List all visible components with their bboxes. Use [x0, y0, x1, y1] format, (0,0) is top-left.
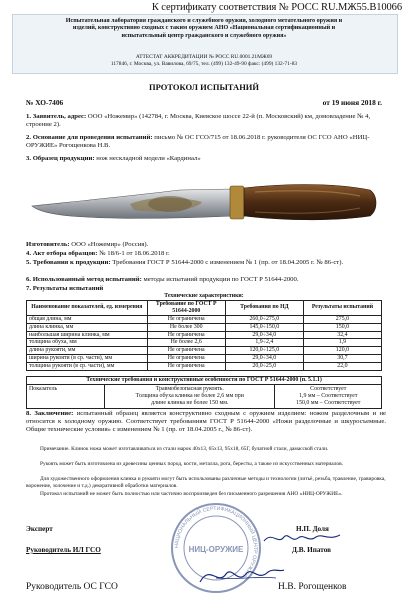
cell-result: 275,0: [303, 315, 381, 323]
expert-label: Эксперт: [26, 525, 53, 533]
table-row: [27, 331, 382, 339]
item-manufacturer-label: Изготовитель:: [26, 241, 70, 248]
cell-result: 120,0: [303, 347, 381, 355]
cell-nd: 29,0÷34,0: [225, 331, 303, 339]
requirement-line-2: Толщина обуха клинка не более 2,6 мм при: [135, 392, 244, 399]
cell-gost: Не ограничена: [147, 355, 225, 363]
cell-parameter: наибольшая ширина клинка, мм: [27, 331, 148, 339]
cell-parameter-header: Показатель: [27, 384, 105, 408]
accreditation: [18, 54, 390, 67]
item-applicant-label: 1. Заявитель, адрес:: [26, 113, 87, 120]
cell-nd: 1,9÷2,4: [225, 339, 303, 347]
lab-address: 117846, г. Москва, ул. Вавилова, 69/75, тел. (499) 132-49-90 факс: (499) 132-71-83: [110, 60, 298, 67]
protocol-title: ПРОТОКОЛ ИСПЫТАНИЙ: [148, 82, 260, 92]
item-sample: [26, 155, 386, 163]
requirements-title-row: [27, 377, 382, 385]
col-header-parameter: Наименование показателей, ед. измерения: [27, 300, 148, 315]
specs-table: [26, 293, 382, 371]
cell-gost: Не ограничена: [147, 331, 225, 339]
item-sample-text: нож нескладной модели «Кардинал»: [96, 155, 201, 162]
head-os-name: Н.В. Рогощенков: [278, 582, 347, 592]
lab-name-line-2: изделий, конструктивно сходных с таким оружием АНО «Национальная сертификационный и: [72, 25, 336, 32]
item-results-label: 7. Результаты испытаний: [26, 285, 104, 292]
signature-head-os: [196, 560, 286, 590]
requirements-table-title: Технические требования и конструктивные особенности по ГОСТ Р 51644-2000 (п. 5.1.1): [27, 377, 382, 385]
lab-name: [18, 18, 390, 40]
cell-parameter: толщина обуха, мм: [27, 339, 148, 347]
tech-characteristics-title: Технические характеристики:: [164, 293, 244, 299]
item-method: [26, 276, 386, 284]
cell-result: 1,9: [303, 339, 381, 347]
cell-result: 30,7: [303, 355, 381, 363]
item-requirements-label: 5. Требования к продукции:: [26, 259, 111, 266]
expert-name: Н.П. Доля: [296, 525, 329, 533]
lab-name-line-1: Испытательная лаборатория гражданского и служебного оружия, холодного метательного оружия и: [65, 18, 343, 24]
cell-parameter: длина рукояти, мм: [27, 347, 148, 355]
note-1: Примечание. Клинок ножа может изготавливаться из стали марок 40х13, 65х13, 95х18, 65Г, булатной стали, дамасской стали.: [40, 446, 329, 452]
requirement-line-3: длине клинка не более 150 мм.: [151, 399, 229, 406]
item-applicant: [26, 113, 386, 129]
specs-table-title-row: [27, 293, 382, 300]
table-row: [27, 347, 382, 355]
table-row: [27, 315, 382, 323]
conclusion-text: испытанный образец является конструктивно сходным с оружием изделием: ножом разделочным и не относится к холодному оружию. Соответствует требованиям ГОСТ Р 51644-2000 «Ножи разделочные и шкуросъемные. Общие технические условия» с изменением № 1 (пр. от 18.04.2005 г., № 86-ст).: [26, 410, 386, 434]
stamp-ring-text-path: НАЦИОНАЛЬНЫЙ СЕРТИФИКАЦИОННЫЙ ЦЕНТР ОРУЖИЯ: [173, 505, 259, 578]
item-sampling-act: [26, 250, 386, 258]
result-line-3: 150,0 мм – Соответствует: [296, 399, 361, 406]
head-lab-label: Руководитель ИЛ ГСО: [26, 546, 101, 554]
item-sampling-act-label: 4. Акт отбора образцов:: [26, 250, 98, 257]
result-line-2: 1,9 мм – Соответствует: [299, 392, 358, 399]
item-basis: [26, 134, 386, 150]
cell-result: 22,0: [303, 363, 381, 371]
table-row: [27, 363, 382, 371]
item-applicant-text: ООО «Ножемир» (142784, г. Москва, Киевское шоссе 22-й (п. Московский) км, домовладение № 4, строение 2).: [26, 113, 371, 129]
cell-requirements: [105, 384, 275, 408]
item-method-label: 6. Использованный метод испытаний:: [26, 276, 142, 283]
conclusion: [26, 410, 386, 434]
table-row: [27, 323, 382, 331]
item-manufacturer-text: ООО «Ножемир» (Россия).: [71, 241, 149, 248]
accreditation-number: АТТЕСТАТ АККРЕДИТАЦИИ № РОСС RU.0001.21МЖ69: [135, 54, 273, 60]
item-sample-label: 3. Образец продукции:: [26, 155, 95, 162]
note-2: Рукоять может быть изготовлена из древесины ценных пород, кости, металла, рога, бересты, а также из искусственных материалов.: [40, 461, 344, 467]
item-sampling-act-text: № 18/6-1 от 18.06.2018 г.: [99, 250, 170, 257]
col-header-gost: Требование по ГОСТ Р 51644-2000: [147, 300, 225, 315]
col-header-nd: Требования по НД: [225, 300, 303, 315]
item-basis-label: 2. Основание для проведения испытаний:: [26, 134, 153, 141]
cell-nd: 29,0÷34,0: [225, 355, 303, 363]
cell-gost: Не более 2,6: [147, 339, 225, 347]
cell-nd: 120,0÷125,0: [225, 347, 303, 355]
table-row: [27, 355, 382, 363]
protocol-date: от 19 июня 2018 г.: [322, 98, 382, 107]
certificate-reference: К сертификату соответствия № РОСС RU.МЖ55.В10066: [151, 2, 402, 13]
cell-results: [275, 384, 382, 408]
note-4: Протокол испытаний не может быть полностью или частично воспроизведен без письменного разрешения АНО «НИЦ-ОРУЖИЕ».: [40, 491, 343, 497]
knife-image: [30, 176, 380, 234]
item-manufacturer: [26, 241, 386, 249]
item-requirements: [26, 259, 386, 267]
requirement-line-1: Травмобезопасная рукоять.: [155, 385, 224, 392]
cell-parameter: общая длина, мм: [27, 315, 148, 323]
item-basis-text: письмо № ОС ГСО/715 от 18.06.2018 г. руководителя ОС ГСО АНО «НИЦ-ОРУЖИЕ» Рогощенкова Н.В.: [26, 134, 370, 150]
cell-nd: 20,0÷25,0: [225, 363, 303, 371]
cell-nd: 145,0÷150,0: [225, 323, 303, 331]
item-results: [26, 285, 386, 293]
table-row: [27, 339, 382, 347]
requirements-table: [26, 376, 382, 409]
lab-name-line-3: испытательный центр гражданского и служебного оружия»: [121, 32, 287, 39]
specs-table-header: [27, 300, 382, 315]
item-requirements-text: Требования ГОСТ Р 51644-2000 с изменением № 1 (пр. от 18.04.2005 г. № 86-ст).: [112, 259, 344, 266]
col-header-results: Результаты испытаний: [303, 300, 381, 315]
note-3: Для художественного оформления клинка и рукояти могут быть использованы различные методы и технологии (литьё, резьба, травление, гравировка, воронение, золочение и т.д.) декоративной обработки материалов.: [26, 476, 386, 489]
table-row: [27, 384, 382, 408]
cell-parameter: длина клинка, мм: [27, 323, 148, 331]
cell-gost: Не ограничена: [147, 363, 225, 371]
cell-nd: 260,0÷275,0: [225, 315, 303, 323]
signature-head-lab: [262, 529, 342, 547]
conclusion-label: 8. Заключение:: [26, 410, 74, 417]
cell-gost: Не ограничена: [147, 315, 225, 323]
cell-parameter: ширина рукояти (в ср. части), мм: [27, 355, 148, 363]
cell-gost: Не ограничена: [147, 347, 225, 355]
head-os-label: Руководитель ОС ГСО: [26, 582, 118, 592]
item-method-text: методы испытаний продукции по ГОСТ Р 51644-2000.: [143, 276, 299, 283]
cell-parameter: толщина рукояти (в ср. части), мм: [27, 363, 148, 371]
stamp-center-text: НИЦ-ОРУЖИЕ: [188, 545, 244, 554]
result-line-1: Соответствует: [310, 385, 347, 392]
protocol-number: № ХО-7406: [26, 98, 64, 107]
cell-result: 32,4: [303, 331, 381, 339]
head-lab-name: Д.В. Ипатов: [292, 546, 332, 554]
cell-result: 150,0: [303, 323, 381, 331]
cell-gost: Не более 300: [147, 323, 225, 331]
